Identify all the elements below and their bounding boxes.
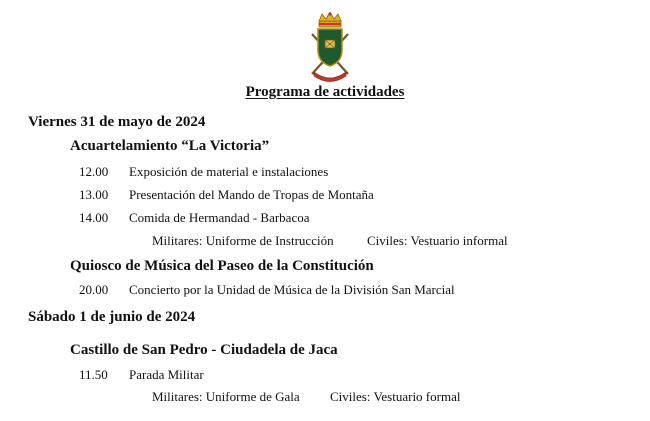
venue-heading: Castillo de San Pedro - Ciudadela de Jaca [70, 342, 338, 358]
event-activity: Exposición de material e instalaciones [129, 164, 329, 179]
event-activity: Parada Militar [129, 367, 204, 382]
military-crest-icon [302, 12, 358, 84]
event-time: 11.50 [79, 367, 108, 382]
venue-heading: Quiosco de Música del Paseo de la Constitución [70, 258, 374, 274]
event-time: 13.00 [79, 187, 109, 202]
dress-code-military: Militares: Uniforme de Instrucción [152, 233, 334, 248]
event-activity: Presentación del Mando de Tropas de Montaña [129, 187, 374, 202]
event-time: 14.00 [79, 210, 109, 225]
venue-heading: Acuartelamiento “La Victoria” [70, 138, 270, 154]
day-heading: Viernes 31 de mayo de 2024 [28, 114, 206, 130]
page-title: Programa de actividades [245, 84, 405, 100]
event-time: 20.00 [79, 282, 109, 297]
event-activity: Concierto por la Unidad de Música de la División San Marcial [129, 282, 455, 297]
event-time: 12.00 [79, 164, 109, 179]
day-heading: Sábado 1 de junio de 2024 [28, 309, 196, 325]
dress-code-military: Militares: Uniforme de Gala [152, 389, 300, 404]
dress-code-civilian: Civiles: Vestuario informal [367, 233, 508, 248]
dress-code-civilian: Civiles: Vestuario formal [330, 389, 461, 404]
event-activity: Comida de Hermandad - Barbacoa [129, 210, 310, 225]
